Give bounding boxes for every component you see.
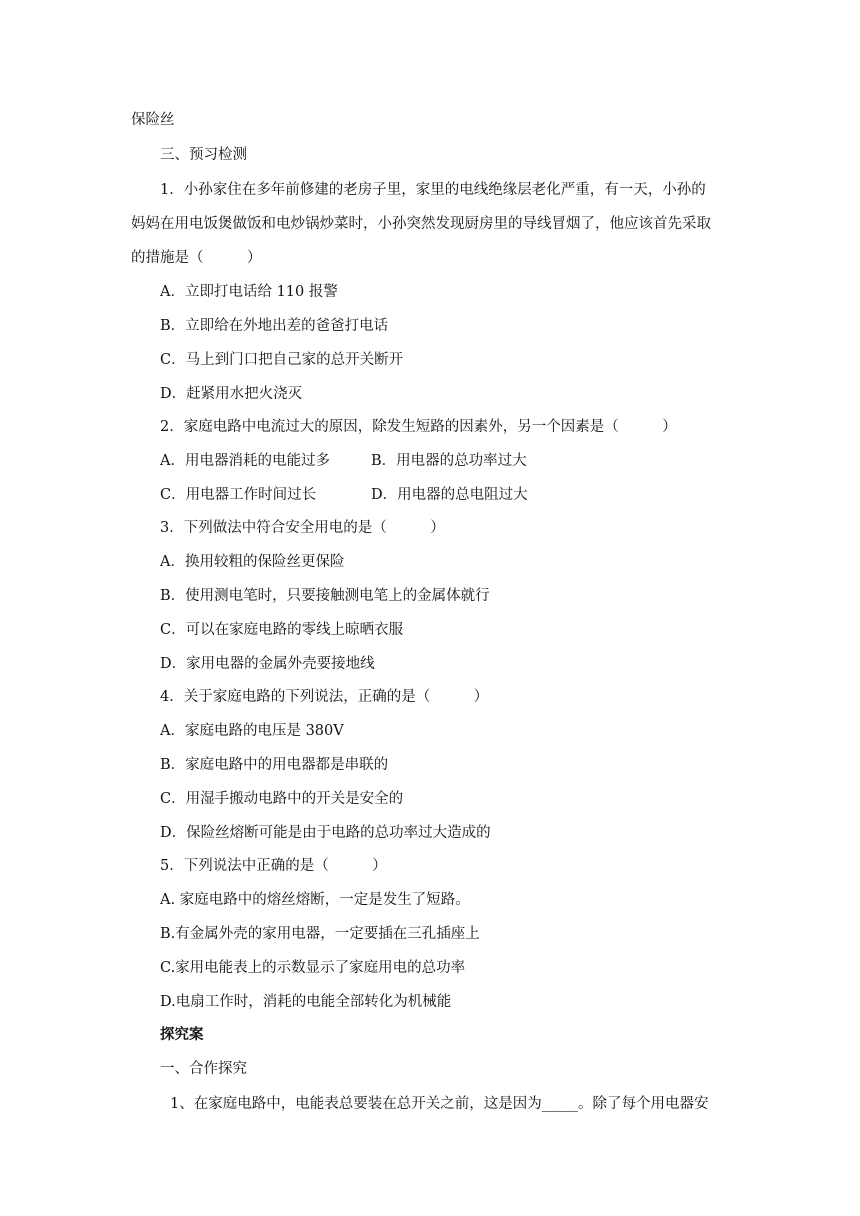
question-3-option-d: D．家用电器的金属外壳要接地线 xyxy=(160,656,375,672)
question-5-option-d: D.电扇工作时，消耗的电能全部转化为机械能 xyxy=(160,994,452,1010)
question-1-line-3: 的措施是（ ） xyxy=(131,250,262,266)
question-1-line-2: 妈妈在用电饭煲做饭和电炒锅炒菜时，小孙突然发现厨房里的导线冒烟了，他应该首先采取 xyxy=(131,216,711,232)
question-1-option-b: B．立即给在外地出差的爸爸打电话 xyxy=(160,318,389,334)
question-5-option-c: C.家用电能表上的示数显示了家庭用电的总功率 xyxy=(160,960,466,976)
subsection-title: 一、合作探究 xyxy=(160,1061,247,1077)
question-3-option-c: C．可以在家庭电路的零线上晾晒衣服 xyxy=(160,622,404,638)
question-2-option-c: C．用电器工作时间过长 xyxy=(160,487,317,503)
section-heading: 三、预习检测 xyxy=(160,147,247,163)
question-1-option-d: D．赶紧用水把火浇灭 xyxy=(160,386,303,402)
question-2: 2．家庭电路中电流过大的原因，除发生短路的因素外，另一个因素是（ ） xyxy=(160,419,677,435)
question-4-option-a: A．家庭电路的电压是 380V xyxy=(160,723,344,739)
question-1-option-a: A．立即打电话给 110 报警 xyxy=(160,284,338,300)
question-4-option-d: D．保险丝熔断可能是由于电路的总功率过大造成的 xyxy=(160,825,491,841)
question-3: 3．下列做法中符合安全用电的是（ ） xyxy=(160,520,445,536)
question-5-option-a: A. 家庭电路中的熔丝熔断，一定是发生了短路。 xyxy=(160,892,470,908)
text-line: 保险丝 xyxy=(131,112,175,128)
question-1-line-1: 1．小孙家住在多年前修建的老房子里，家里的电线绝缘层老化严重，有一天，小孙的 xyxy=(160,182,706,198)
question-2-option-a: A．用电器消耗的电能过多 xyxy=(160,453,330,469)
question-4: 4．关于家庭电路的下列说法，正确的是（ ） xyxy=(160,689,489,705)
question-5-option-b: B.有金属外壳的家用电器，一定要插在三孔插座上 xyxy=(160,926,480,942)
question-5: 5．下列说法中正确的是（ ） xyxy=(160,858,387,874)
question-1-option-c: C．马上到门口把自己家的总开关断开 xyxy=(160,352,404,368)
question-3-option-b: B．使用测电笔时，只要接触测电笔上的金属体就行 xyxy=(160,588,490,604)
section-title-explore: 探究案 xyxy=(160,1026,204,1043)
question-2-option-b: B．用电器的总功率过大 xyxy=(371,453,527,469)
exploration-question-1: 1、在家庭电路中，电能表总要装在总开关之前，这是因为_____。除了每个用电器安 xyxy=(170,1096,709,1112)
question-2-option-d: D．用电器的总电阻过大 xyxy=(371,487,528,503)
question-4-option-c: C．用湿手搬动电路中的开关是安全的 xyxy=(160,791,404,807)
question-3-option-a: A．换用较粗的保险丝更保险 xyxy=(160,554,345,570)
question-4-option-b: B．家庭电路中的用电器都是串联的 xyxy=(160,757,389,773)
